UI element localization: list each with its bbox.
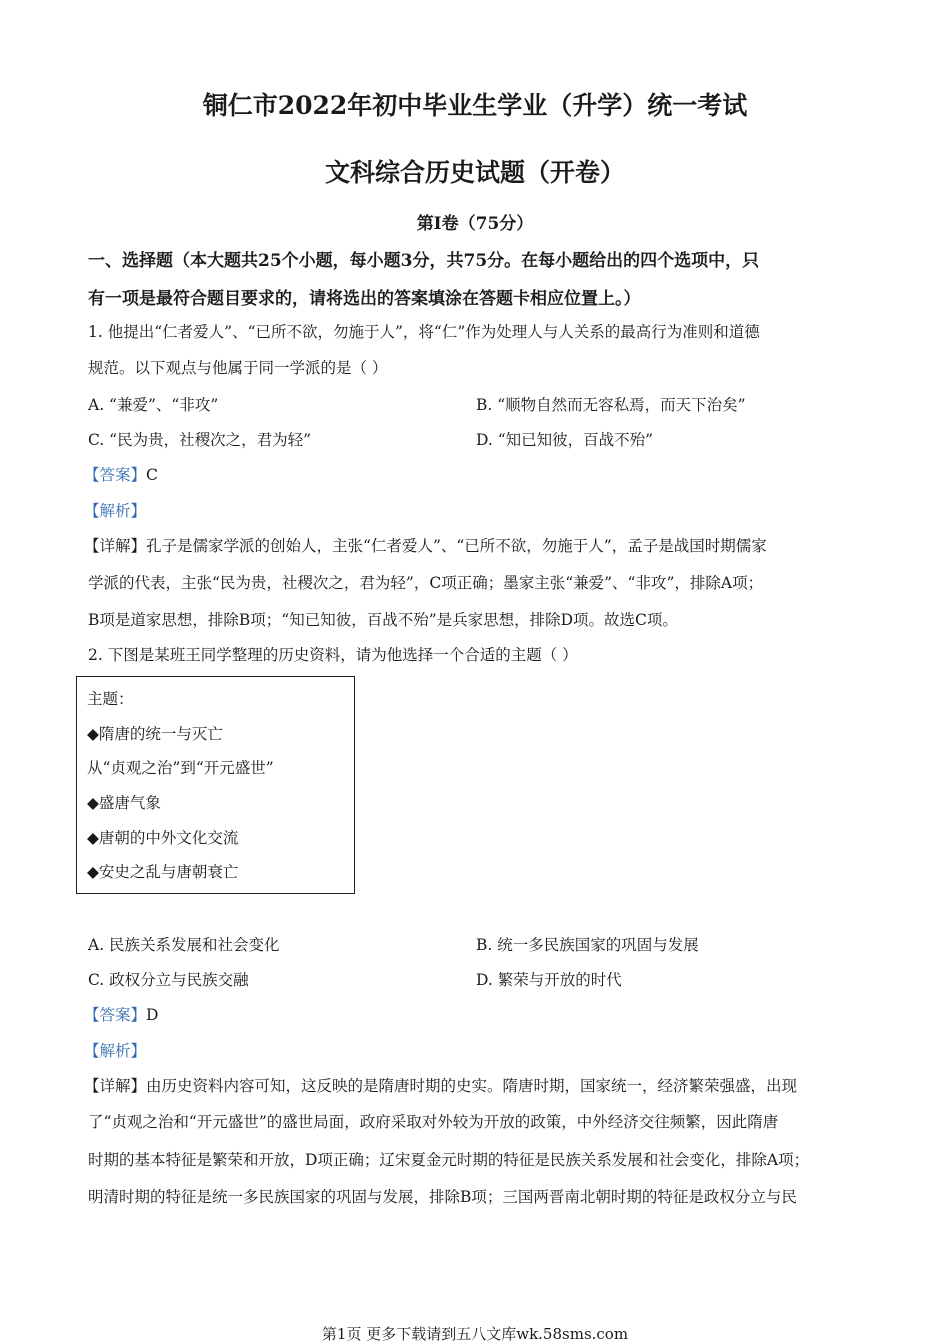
q1-detail-cont-2: B项是道家思想，排除B项；“知已知彼，百战不殆”是兵家思想，排除D项。故选C项。 — [88, 611, 678, 629]
q1-detail-cont-1: 学派的代表，主张“民为贵，社稷次之，君为轻”，C项正确；墨家主张“兼爱”、“非攻”，排除A项； — [88, 574, 764, 592]
detail-text: 孔子是儒家学派的创始人，主张“仁者爱人”、“已所不欲，勿施于人”，孟子是战国时期儒家 — [146, 537, 767, 555]
q2-option-b: B. 统一多民族国家的巩固与发展 — [476, 936, 699, 954]
page-footer: 第1页 更多下载请到五八文库wk.58sms.com — [321, 1325, 629, 1343]
q1-answer — [84, 463, 158, 485]
box-item: ◆唐朝的中外文化交流 — [87, 829, 239, 847]
q2-answer — [84, 1003, 158, 1025]
answer-value: C — [146, 466, 158, 484]
q2-option-a: A. 民族关系发展和社会变化 — [88, 936, 280, 954]
exam-subtitle: 文科综合历史试题（开卷） — [324, 158, 625, 187]
section-heading-cont: 有一项是最符合题目要求的，请将选出的答案填涂在答题卡相应位置上。） — [88, 289, 641, 309]
q2-option-d: D. 繁荣与开放的时代 — [476, 971, 622, 989]
q2-material-box — [76, 676, 355, 894]
q2-detail-cont-2: 时期的基本特征是繁荣和开放，D项正确；辽宋夏金元时期的特征是民族关系发展和社会变化，排除A项； — [88, 1151, 810, 1169]
q2-detail — [84, 1074, 797, 1096]
detail-text: 由历史资料内容可知，这反映的是隋唐时期的史实。隋唐时期，国家统一，经济繁荣强盛，出现 — [146, 1077, 798, 1095]
q1-analysis-tag: 【解析】 — [84, 502, 147, 520]
box-item: ◆盛唐气象 — [87, 794, 161, 812]
q1-option-b: B. “顺物自然而无容私焉，而天下治矣” — [476, 396, 746, 414]
box-item: ◆隋唐的统一与灭亡 — [87, 725, 223, 743]
box-heading: 主题： — [87, 690, 134, 708]
box-item: ◆安史之乱与唐朝衰亡 — [87, 863, 239, 881]
volume-heading: 第I卷（75分） — [416, 214, 534, 234]
detail-tag: 【详解】 — [84, 537, 147, 555]
q2-detail-cont-1: 了“贞观之治和“开元盛世”的盛世局面，政府采取对外较为开放的政策，中外经济交往频繁，因此隋唐 — [88, 1113, 779, 1131]
answer-value: D — [146, 1006, 159, 1024]
detail-tag: 【详解】 — [84, 1077, 147, 1095]
q2-analysis-tag: 【解析】 — [84, 1042, 147, 1060]
q1-stem: 1. 他提出“仁者爱人”、“已所不欲，勿施于人”，将“仁”作为处理人与人关系的最高行为准则和道德 — [88, 323, 760, 341]
answer-tag: 【答案】 — [84, 466, 147, 484]
q1-option-a: A. “兼爱”、“非攻” — [88, 396, 219, 414]
q2-option-c: C. 政权分立与民族交融 — [88, 971, 249, 989]
answer-tag: 【答案】 — [84, 1006, 147, 1024]
q1-stem-cont: 规范。以下观点与他属于同一学派的是（ ） — [88, 359, 388, 377]
q1-option-c: C. “民为贵，社稷次之，君为轻” — [88, 431, 312, 449]
q1-detail — [84, 534, 767, 556]
q2-stem: 2. 下图是某班王同学整理的历史资料，请为他选择一个合适的主题（ ） — [88, 646, 578, 664]
q2-detail-cont-3: 明清时期的特征是统一多民族国家的巩固与发展，排除B项；三国两晋南北朝时期的特征是政权分立与民 — [88, 1188, 797, 1206]
exam-title: 铜仁市2022年初中毕业生学业（升学）统一考试 — [202, 91, 748, 120]
q1-option-d: D. “知已知彼，百战不殆” — [476, 431, 654, 449]
section-heading: 一、选择题（本大题共25个小题，每小题3分，共75分。在每小题给出的四个选项中，只 — [88, 251, 760, 271]
box-item: 从“贞观之治”到“开元盛世” — [87, 759, 274, 777]
